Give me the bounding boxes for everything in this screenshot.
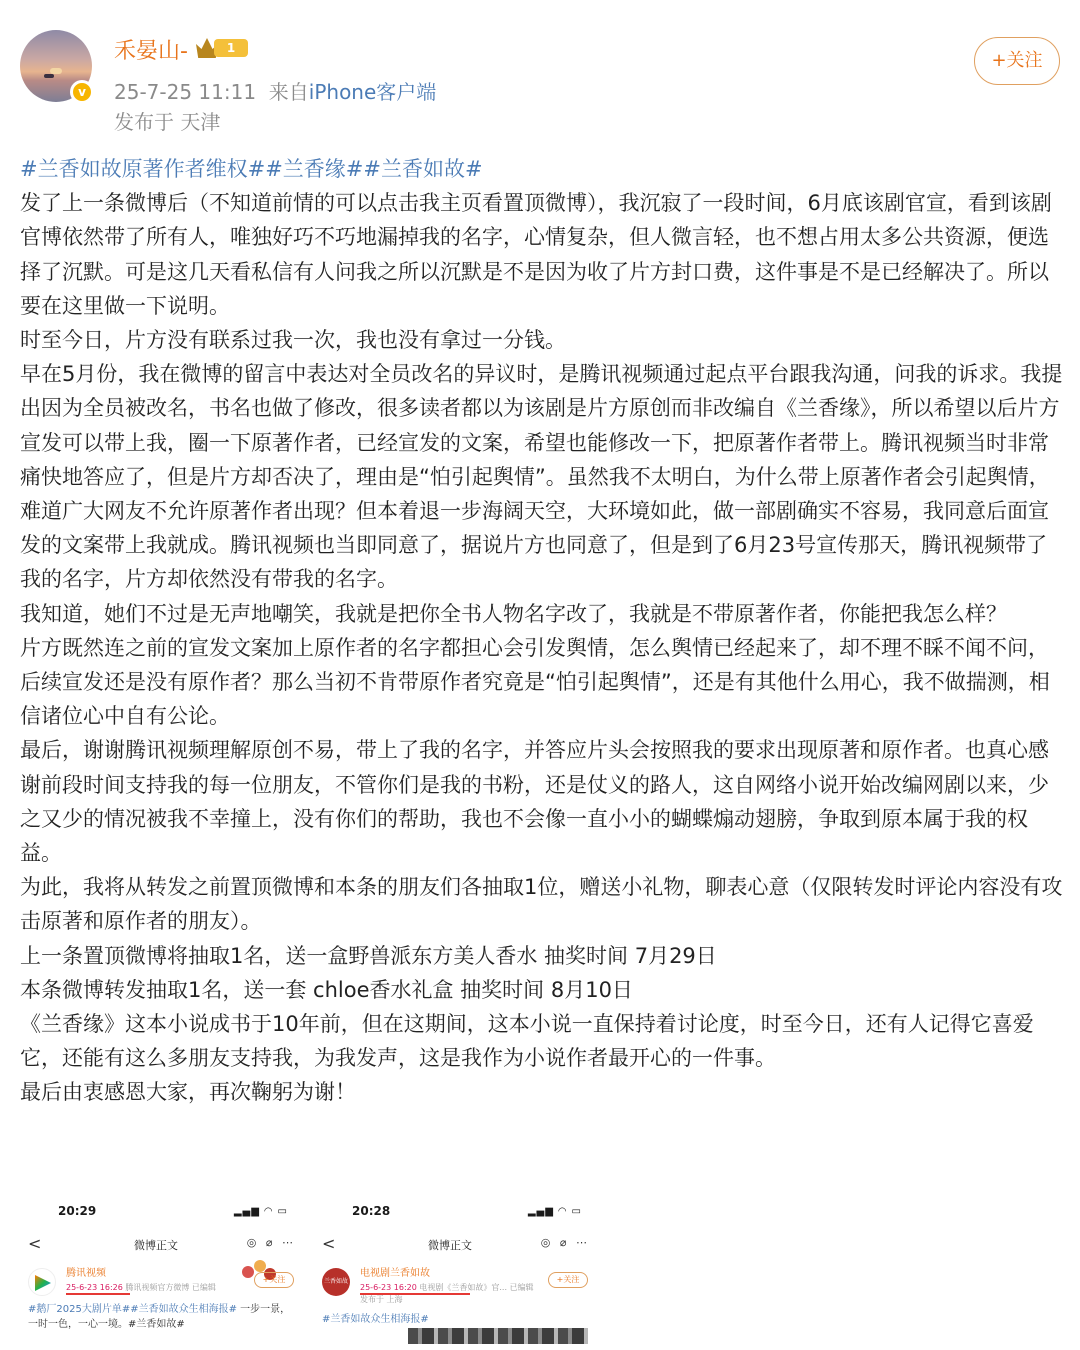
screenshot-date: 25-6-23 16:20	[360, 1283, 417, 1292]
screenshot-username: 腾讯视频	[66, 1268, 106, 1279]
phone-nav-bar	[22, 1234, 302, 1258]
post-paragraph: 最后，谢谢腾讯视频理解原创不易，带上了我的名字，并答应片头会按照我的要求出现原著和原作者。也真心感谢前段时间支持我的每一位朋友，不管你们是我的书粉，还是仗义的路人，这自网络小说开始改编网剧以来，少之又少的情况被我不幸撞上，没有你们的帮助，我也不会像一直小小的蝴蝶煽动翅膀，争取到原本属于我的权益。	[20, 738, 1049, 866]
nav-title: 微博正文	[134, 1239, 178, 1252]
post-paragraph: 最后由衷感恩大家，再次鞠躬为谢！	[20, 1080, 356, 1105]
screenshot-body	[322, 1312, 590, 1327]
attached-screenshot-1[interactable]	[22, 1198, 302, 1350]
avatar[interactable]	[20, 30, 92, 102]
username[interactable]: 禾晏山-	[114, 39, 188, 64]
nav-actions-icon: ◎ ⌀ ⋯	[246, 1236, 296, 1249]
nav-title: 微博正文	[428, 1239, 472, 1252]
post-body	[20, 152, 1064, 1110]
post-header	[0, 0, 1080, 150]
screenshot-meta	[66, 1282, 216, 1293]
screenshot-edited: 已编辑	[509, 1283, 534, 1292]
screenshot-edited: 已编辑	[191, 1283, 216, 1292]
post-paragraph: 上一条置顶微博将抽取1名，送一盒野兽派东方美人香水 抽奖时间 7月29日	[20, 943, 717, 968]
tencent-video-logo-icon	[35, 1275, 51, 1291]
phone-nav-bar	[316, 1234, 596, 1258]
back-arrow-icon: <	[322, 1234, 336, 1253]
redacted-bar	[408, 1328, 588, 1344]
avatar-boat-graphic	[44, 74, 54, 78]
status-indicators-icon: ▂▄▆ ◠ ▭	[527, 1206, 582, 1217]
screenshot-topics: #兰香如故众生相海报#	[322, 1314, 429, 1325]
screenshot-subtitle: 电视剧《兰香如故》官...	[419, 1283, 508, 1292]
screenshot-follow-button: +关注	[548, 1272, 588, 1288]
screenshot-subtitle: 腾讯视频官方微博	[125, 1283, 190, 1292]
post-timestamp: 25-7-25 11:11	[114, 80, 257, 104]
post-paragraph: 为此，我将从转发之前置顶微博和本条的朋友们各抽取1位，赠送小礼物，聊表心意（仅限转发时评论内容没有攻击原著和原作者的朋友）。	[20, 875, 1063, 934]
post-paragraph: 本条微博转发抽取1名，送一套 chloe香水礼盒 抽奖时间 8月10日	[20, 977, 633, 1002]
post-paragraph: 早在5月份，我在微博的留言中表达对全员改名的异议时，是腾讯视频通过起点平台跟我沟通，问我的诉求。我提出因为全员被改名，书名也做了修改，很多读者都以为该剧是片方原创而非改编自《兰香缘》，所以希望以后片方宣发可以带上我，圈一下原著作者，已经宣发的文案，希望也能修改一下，把原著作者带上。腾讯视频当时非常痛快地答应了，但是片方却否决了，理由是“怕引起舆情”。虽然我不太明白，为什么带上原著作者会引起舆情，难道广大网友不允许原著作者出现？但本着退一步海阔天空，大环境如此，做一部剧确实不容易，我同意后面宣发的文案带上我就成。腾讯视频也当即同意了，据说片方也同意了，但是到了6月23号宣传那天，腾讯视频带了我的名字，片方却依然没有带我的名字。	[20, 362, 1063, 592]
follow-button[interactable]: +关注	[974, 37, 1060, 85]
status-time: 20:29	[58, 1204, 97, 1218]
level-number: 1	[214, 39, 248, 57]
red-underline	[66, 1293, 130, 1295]
source-prefix: 来自	[268, 80, 309, 104]
status-time: 20:28	[352, 1204, 391, 1218]
phone-status-bar	[316, 1204, 596, 1224]
screenshot-body	[28, 1302, 296, 1332]
post-source-link[interactable]: iPhone客户端	[308, 80, 437, 104]
post-paragraph: 我知道，她们不过是无声地嘲笑，我就是把你全书人物名字改了，我就是不带原著作者，你能把我怎么样？	[20, 601, 1007, 626]
nav-actions-icon: ◎ ⌀ ⋯	[540, 1236, 590, 1249]
screenshot-username: 电视剧兰香如故	[360, 1268, 430, 1279]
post-paragraph: 片方既然连之前的宣发文案加上原作者的名字都担心会引发舆情，怎么舆情已经起来了，却不理不睬不闻不问，后续宣发还是没有原作者？那么当初不肯带原作者究竟是“怕引起舆情”，还是有其他什么用心，我不做揣测，相信诸位心中自有公论。	[20, 635, 1050, 729]
screenshot-text: 一步一景，一时一色，一心一境。#兰香如故#	[28, 1304, 291, 1330]
post-paragraph: 时至今日，片方没有联系过我一次，我也没有拿过一分钱。	[20, 328, 566, 353]
screenshot-topics: #鹅厂2025大剧片单##兰香如故众生相海报#	[28, 1304, 237, 1315]
phone-status-bar	[22, 1204, 302, 1224]
screenshot-meta	[360, 1282, 534, 1293]
back-arrow-icon: <	[28, 1234, 42, 1253]
drama-avatar: 兰香如故	[322, 1268, 350, 1296]
post-paragraph: 发了上一条微博后（不知道前情的可以点击我主页看置顶微博），我沉寂了一段时间，6月底该剧官宣，看到该剧官博依然带了所有人，唯独好巧不巧地漏掉我的名字，心情复杂，但人微言轻，也不想占用太多公共资源，便选择了沉默。可是这几天看私信有人问我之所以沉默是不是因为收了片方封口费，这件事是不是已经解决了。所以要在这里做一下说明。	[20, 191, 1052, 318]
level-badge[interactable]	[196, 36, 252, 60]
attached-screenshot-2[interactable]	[316, 1198, 596, 1350]
verified-icon: v	[70, 80, 94, 104]
post-location: 发布于 天津	[114, 110, 221, 134]
screenshot-date: 25-6-23 16:26	[66, 1283, 123, 1292]
post-paragraph: 《兰香缘》这本小说成书于10年前，但在这期间，这本小说一直保持着讨论度，时至今日，还有人记得它喜爱它，还能有这么多朋友支持我，为我发声，这是我作为小说作者最开心的一件事。	[20, 1012, 1034, 1071]
screenshot-follow-button: +关注	[254, 1272, 294, 1288]
screenshot-location: 发布于 上海	[360, 1295, 403, 1304]
post-topic-links[interactable]: #兰香如故原著作者维权##兰香缘##兰香如故#	[20, 157, 483, 181]
post-meta	[114, 76, 436, 105]
tencent-video-avatar	[28, 1268, 56, 1296]
status-indicators-icon: ▂▄▆ ◠ ▭	[233, 1206, 288, 1217]
